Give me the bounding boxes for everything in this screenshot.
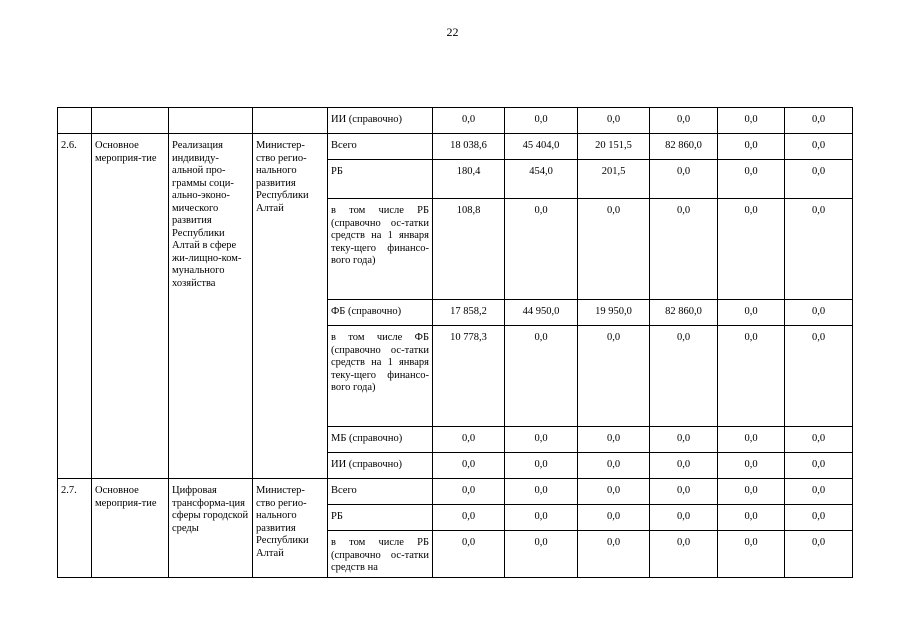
value-cell: 0,0 (650, 505, 718, 531)
table-row (58, 134, 853, 160)
row-number: 2.6. (58, 134, 92, 479)
value-cell: 18 038,6 (433, 134, 505, 160)
value-cell: 0,0 (578, 199, 650, 300)
row-number: 2.7. (58, 479, 92, 578)
value-cell: 0,0 (578, 505, 650, 531)
source-cell: МБ (справочно) (328, 427, 433, 453)
value-cell: 0,0 (505, 479, 578, 505)
value-cell: 0,0 (718, 531, 785, 578)
source-cell: в том числе ФБ (справочно ос-татки средств на 1 января теку-щего финансо-вого года) (328, 326, 433, 427)
value-cell: 0,0 (578, 453, 650, 479)
value-cell: 454,0 (505, 160, 578, 199)
value-cell: 0,0 (718, 199, 785, 300)
measure-name: Реализация индивиду-альной про-граммы соци-ально-эконо-мического развития Республики Алтай в сфере жи-лищно-ком-мунального хозяйства (169, 134, 253, 479)
value-cell: 0,0 (650, 427, 718, 453)
source-cell: в том числе РБ (справочно ос-татки средств на (328, 531, 433, 578)
value-cell: 0,0 (650, 479, 718, 505)
value-cell: 0,0 (785, 199, 853, 300)
value-cell: 0,0 (785, 479, 853, 505)
value-cell: 0,0 (785, 326, 853, 427)
value-cell: 201,5 (578, 160, 650, 199)
value-cell: 0,0 (718, 453, 785, 479)
value-cell: 0,0 (718, 160, 785, 199)
value-cell: 0,0 (505, 108, 578, 134)
value-cell: 0,0 (433, 531, 505, 578)
table-row (58, 108, 853, 134)
value-cell: 0,0 (650, 531, 718, 578)
value-cell: 0,0 (505, 453, 578, 479)
empty-cell (58, 108, 92, 134)
value-cell: 0,0 (650, 326, 718, 427)
value-cell: 45 404,0 (505, 134, 578, 160)
value-cell: 0,0 (785, 134, 853, 160)
value-cell: 0,0 (578, 427, 650, 453)
value-cell: 0,0 (785, 427, 853, 453)
value-cell: 20 151,5 (578, 134, 650, 160)
measure-type: Основное мероприя-тие (92, 134, 169, 479)
value-cell: 0,0 (578, 108, 650, 134)
source-cell: РБ (328, 160, 433, 199)
value-cell: 0,0 (785, 108, 853, 134)
page-number: 22 (446, 25, 459, 39)
value-cell: 0,0 (433, 427, 505, 453)
value-cell: 0,0 (650, 453, 718, 479)
value-cell: 17 858,2 (433, 300, 505, 326)
value-cell: 82 860,0 (650, 134, 718, 160)
table-body (58, 108, 853, 578)
value-cell: 0,0 (718, 427, 785, 453)
budget-table (57, 107, 853, 578)
value-cell: 0,0 (785, 531, 853, 578)
value-cell: 0,0 (650, 160, 718, 199)
value-cell: 0,0 (505, 427, 578, 453)
value-cell: 0,0 (505, 199, 578, 300)
value-cell: 0,0 (718, 326, 785, 427)
value-cell: 0,0 (433, 505, 505, 531)
value-cell: 0,0 (505, 531, 578, 578)
value-cell: 0,0 (433, 479, 505, 505)
source-cell: в том числе РБ (справочно ос-татки средств на 1 января теку-щего финансо-вого года) (328, 199, 433, 300)
executor: Министер-ство регио-нального развития Республики Алтай (253, 479, 328, 578)
empty-cell (92, 108, 169, 134)
value-cell: 108,8 (433, 199, 505, 300)
value-cell: 0,0 (718, 479, 785, 505)
value-cell: 0,0 (718, 300, 785, 326)
measure-type: Основное мероприя-тие (92, 479, 169, 578)
measure-name: Цифровая трансформа-ция сферы городской среды (169, 479, 253, 578)
table-row (58, 479, 853, 505)
value-cell: 0,0 (433, 108, 505, 134)
value-cell: 0,0 (505, 505, 578, 531)
source-cell: Всего (328, 479, 433, 505)
value-cell: 0,0 (718, 505, 785, 531)
value-cell: 44 950,0 (505, 300, 578, 326)
value-cell: 82 860,0 (650, 300, 718, 326)
value-cell: 180,4 (433, 160, 505, 199)
source-cell: ИИ (справочно) (328, 453, 433, 479)
value-cell: 0,0 (785, 453, 853, 479)
source-cell: ИИ (справочно) (328, 108, 433, 134)
value-cell: 0,0 (785, 505, 853, 531)
value-cell: 19 950,0 (578, 300, 650, 326)
value-cell: 0,0 (578, 326, 650, 427)
value-cell: 0,0 (785, 160, 853, 199)
value-cell: 0,0 (578, 531, 650, 578)
source-cell: РБ (328, 505, 433, 531)
empty-cell (169, 108, 253, 134)
value-cell: 0,0 (650, 108, 718, 134)
value-cell: 0,0 (578, 479, 650, 505)
source-cell: Всего (328, 134, 433, 160)
empty-cell (253, 108, 328, 134)
value-cell: 0,0 (433, 453, 505, 479)
value-cell: 0,0 (650, 199, 718, 300)
value-cell: 0,0 (505, 326, 578, 427)
value-cell: 0,0 (718, 108, 785, 134)
value-cell: 0,0 (785, 300, 853, 326)
value-cell: 0,0 (718, 134, 785, 160)
source-cell: ФБ (справочно) (328, 300, 433, 326)
executor: Министер-ство регио-нального развития Республики Алтай (253, 134, 328, 479)
value-cell: 10 778,3 (433, 326, 505, 427)
